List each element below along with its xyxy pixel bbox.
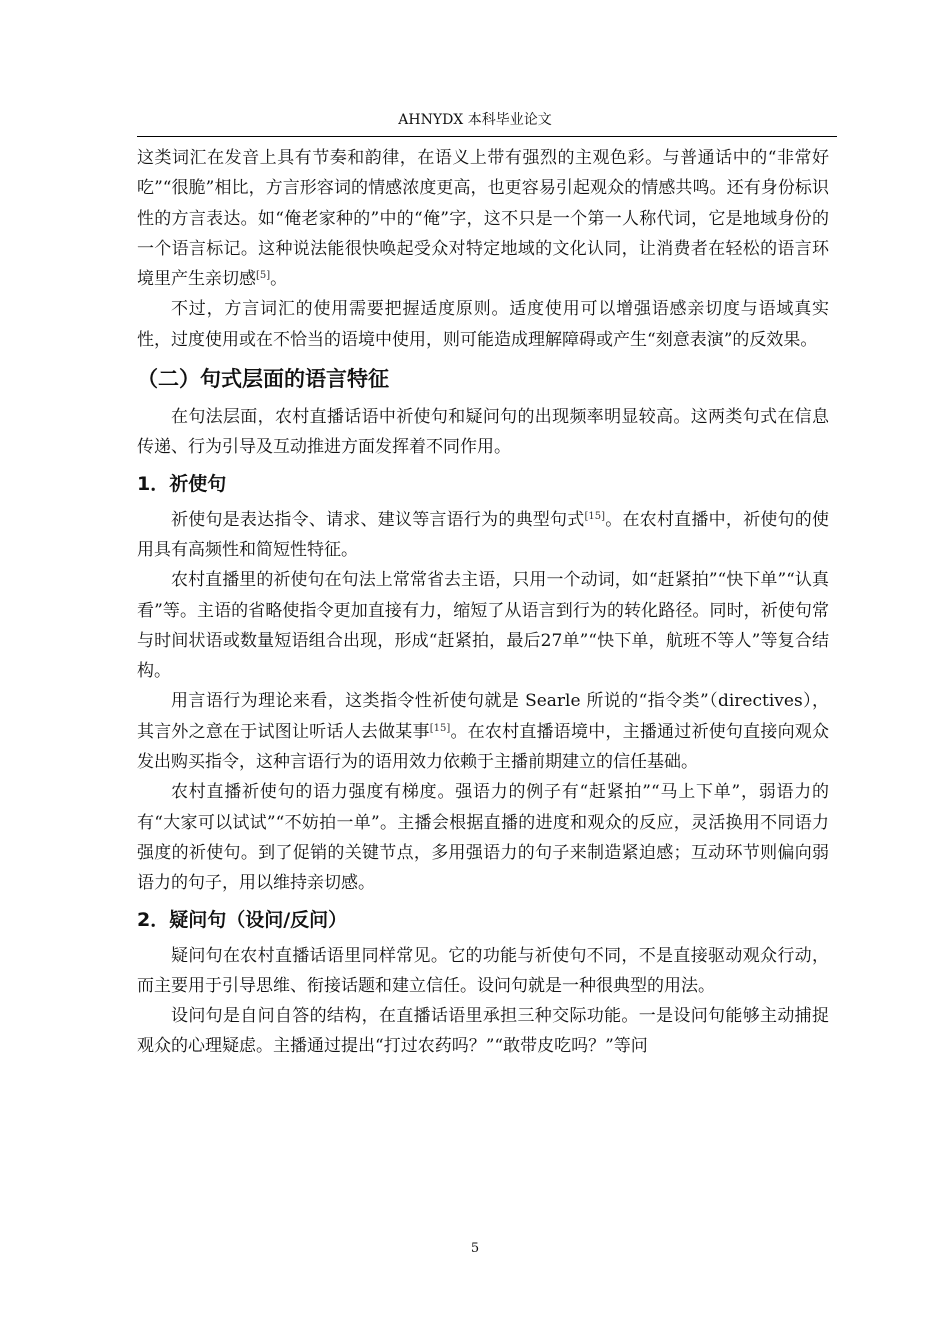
subheading-imperatives: 1．祈使句 (137, 472, 227, 495)
running-header: AHNYDX 本科毕业论文 (398, 112, 552, 128)
citation-ref: [15] (584, 510, 606, 522)
header-divider (137, 136, 837, 137)
page-number: 5 (470, 1241, 480, 1256)
paragraph-tail: 。在农村直播语境中，主播通过祈使句直接向观众发出购买指令，这种言语行为的语用效力依赖于主播前期建立的信任基础。 (137, 721, 830, 773)
paragraph-text: 祈使句是表达指令、请求、建议等言语行为的典型句式 (171, 509, 585, 530)
paragraph-imperative-definition (137, 505, 829, 566)
paragraph-text: 用言语行为理论来看，这类指令性祈使句就是 Searle 所说的“指令类”（directives），其言外之意在于试图让听话人去做某事 (137, 691, 829, 742)
paragraph-imperative-syntax: 农村直播里的祈使句在句法上常常省去主语，只用一个动词，如“赶紧拍”“快下单”“认真看”等。主语的省略使指令更加直接有力，缩短了从语言到行为的转化路径。同时，祈使句常与时间状语或数量短语组合出现，形成“赶紧拍，最后27单”“快下单，航班不等人”等复合结构。 (137, 570, 829, 682)
paragraph-question-function: 疑问句在农村直播话语里同样常见。它的功能与祈使句不同，不是直接驱动观众行动，而主要用于引导思维、衔接话题和建立信任。设问句就是一种很典型的用法。 (137, 945, 829, 996)
paragraph-moderation-principle: 不过，方言词汇的使用需要把握适度原则。适度使用可以增强语感亲切度与语域真实性，过度使用或在不恰当的语境中使用，则可能造成理解障碍或产生“刻意表演”的反效果。 (137, 299, 829, 350)
citation-ref: [5] (256, 270, 271, 282)
page-body (137, 143, 829, 1062)
paragraph-syntax-intro: 在句法层面，农村直播话语中祈使句和疑问句的出现频率明显较高。这两类句式在信息传递、行为引导及互动推进方面发挥着不同作用。 (137, 407, 829, 458)
paragraph-illocutionary-force: 农村直播祈使句的语力强度有梯度。强语力的例子有“赶紧拍”“马上下单”，弱语力的有“大家可以试试”“不妨拍一单”。主播会根据直播的进度和观众的反应，灵活换用不同语力强度的祈使句。到了促销的关键节点，多用强语力的句子来制造紧迫感；互动环节则偏向弱语力的句子，用以维持亲切感。 (137, 782, 829, 894)
paragraph-speech-act-theory (137, 686, 829, 777)
paragraph-dialect-expressions (137, 143, 829, 294)
paragraph-tail: 。在农村直播中，祈使句的使用具有高频性和简短性特征。 (137, 509, 830, 560)
section-heading-sentence-features: （二）句式层面的语言特征 (137, 367, 389, 392)
paragraph-text: 这类词汇在发音上具有节奏和韵律，在语义上带有强烈的主观色彩。与普通话中的“非常好吃”“很脆”相比，方言形容词的情感浓度更高，也更容易引起观众的情感共鸣。还有身份标识性的方言表达。如“俺老家种的”中的“俺”字，这不只是一个第一人称代词，它是地域身份的一个语言标记。这种说法能很快唤起受众对特定地域的文化认同，让消费者在轻松的语言环境里产生亲切感 (137, 148, 829, 290)
paragraph-tail: 。 (270, 269, 288, 290)
citation-ref: [15] (429, 722, 451, 734)
paragraph-rhetorical-question: 设问句是自问自答的结构，在直播话语里承担三种交际功能。一是设问句能够主动捕捉观众的心理疑虑。主播通过提出“打过农药吗？”“敢带皮吃吗？”等问 (137, 1006, 829, 1057)
subheading-questions: 2．疑问句（设问/反问） (137, 908, 348, 931)
